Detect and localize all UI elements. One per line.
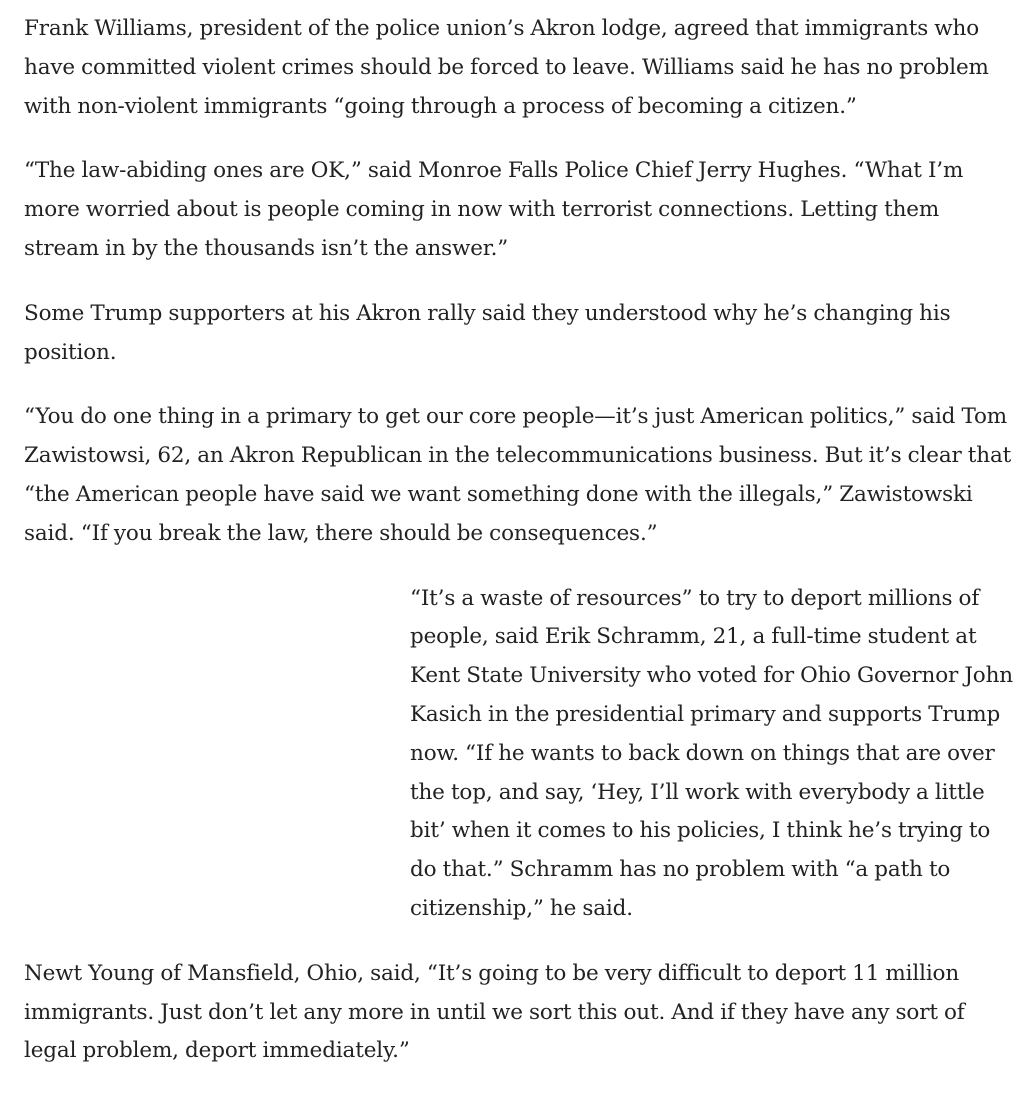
paragraph-erik-schramm: “It’s a waste of resources” to try to deport millions of people, said Erik Schramm, 21, a full-time student at Kent State University who voted for Ohio Governor John Kasich in the presidential primary and supports Trump now. “If he wants to back down on things that are over the top, and say, ‘Hey, I’ll work with everybody a little bit’ when it comes to his policies, I think he’s trying to do that.” Schramm has no problem with “a path to citizenship,” he said.: [410, 585, 1013, 921]
paragraph-frank-williams: Frank Williams, president of the police union’s Akron lodge, agreed that immigrants who have committed violent crimes should be forced to leave. Williams said he has no problem with non-violent immigrants “going through a process of becoming a citizen.”: [24, 16, 989, 119]
paragraph-trump-supporters: Some Trump supporters at his Akron rally said they understood why he’s changing his position.: [24, 300, 951, 365]
paragraph-jerry-hughes: “The law-abiding ones are OK,” said Monroe Falls Police Chief Jerry Hughes. “What I’m more worried about is people coming in now with terrorist connections. Letting them stream in by the thousands isn’t the answer.”: [24, 158, 964, 261]
article-body: [24, 10, 1014, 1097]
paragraph-tom-zawistowski: “You do one thing in a primary to get our core people—it’s just American politics,” said Tom Zawistowsi, 62, an Akron Republican in the telecommunications business. But it’s clear that “the American people have said we want something done with the illegals,” Zawistowski said. “If you break the law, there should be consequences.”: [24, 404, 1012, 546]
paragraph-newt-young: Newt Young of Mansfield, Ohio, said, “It’s going to be very difficult to deport 11 million immigrants. Just don’t let any more in until we sort this out. And if they have any sort of legal problem, deport immediately.”: [24, 960, 965, 1064]
